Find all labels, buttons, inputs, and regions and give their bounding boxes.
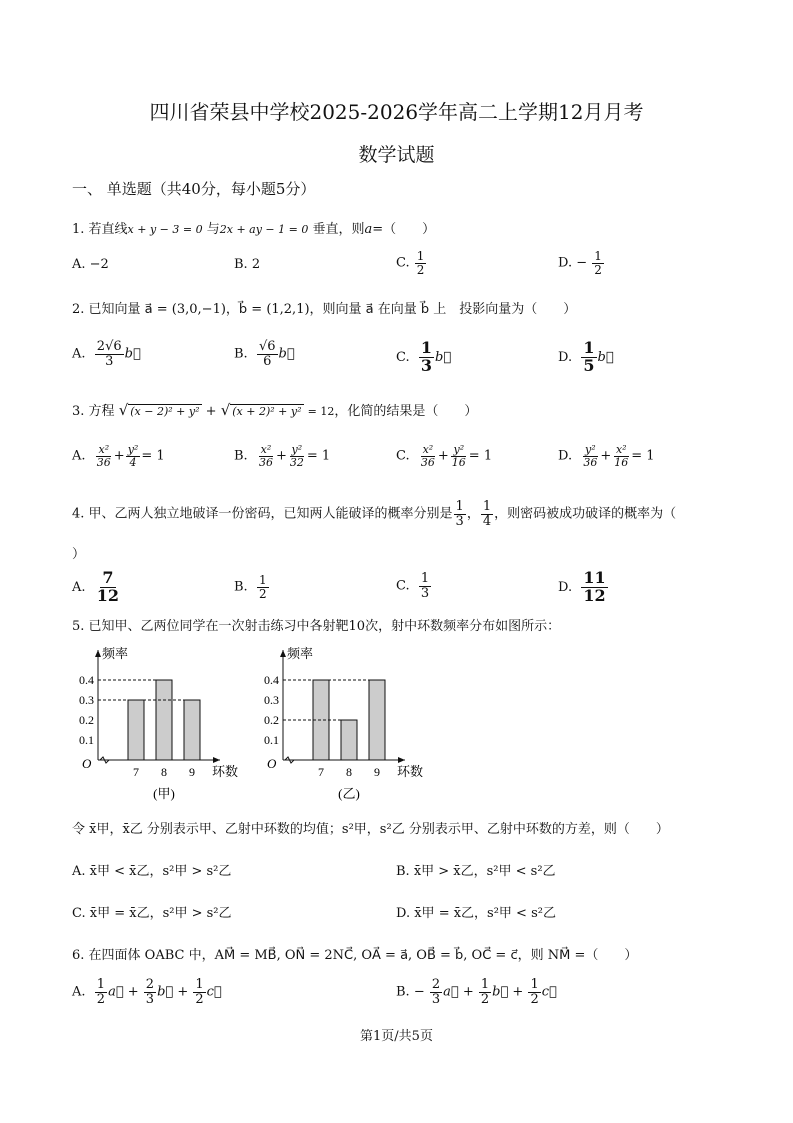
y-tick-label: 0.2 [79, 713, 94, 727]
q3-a-frac2 [126, 444, 141, 468]
q1-option-c [396, 250, 427, 276]
q2-a-label: A. [72, 346, 86, 362]
bar [341, 720, 357, 760]
q3-c-op: + [437, 448, 449, 464]
q1-line1: x + y − 3 = 0 [127, 223, 203, 236]
x-tick-label: 8 [346, 765, 352, 779]
q4-stem-close: ） [72, 547, 86, 562]
q2-b-den: 6 [263, 353, 272, 369]
q6-b-c1d: 3 [431, 991, 441, 1007]
radical-sign-icon: √ [118, 401, 129, 419]
q1-option-d [558, 250, 605, 276]
q6-b-v1: a⃗ + [443, 984, 474, 1000]
q5-option-a: A. x̄甲 < x̄乙，s²甲 > s²乙 [72, 864, 232, 879]
q2-a-fraction [95, 340, 124, 368]
q6-b-sign: − [413, 984, 425, 1000]
q4-p2-den: 4 [482, 513, 492, 529]
x-axis-arrow-icon [213, 757, 220, 763]
origin-label: O [267, 756, 277, 771]
q3-a-label: A. [72, 448, 86, 464]
q4-option-b [234, 574, 270, 600]
q3-d-n1: y² [585, 443, 596, 456]
x-tick-label: 9 [374, 765, 380, 779]
q3-c-label: C. [396, 448, 410, 464]
q4-p2-num: 1 [482, 499, 492, 514]
bar [184, 700, 200, 760]
q6-a-c1d: 2 [96, 991, 106, 1007]
q4-a-label: A. [72, 579, 86, 595]
q6-a-c2d: 3 [145, 991, 155, 1007]
x-tick-label: 9 [189, 765, 195, 779]
q3-c-frac1 [419, 444, 437, 468]
q6-b-v2: b⃗ + [492, 984, 524, 1000]
q1-stem-b: 与 [206, 222, 220, 237]
q4-d-den: 12 [583, 585, 606, 605]
q2-b-fraction [257, 340, 278, 368]
y-tick-label: 0.2 [264, 713, 279, 727]
q2-option-d [558, 340, 614, 375]
q6-a-v2: b⃗ + [157, 984, 189, 1000]
exam-title: 四川省荣县中学校2025-2026学年高二上学期12月月考 [149, 100, 644, 124]
q3-c-rhs: = 1 [468, 448, 493, 464]
q4-b-den: 2 [258, 586, 267, 601]
q3-d-rhs: = 1 [631, 448, 655, 464]
q6-a-c1n: 1 [96, 977, 106, 992]
q4-p1 [454, 500, 466, 528]
q3-a-n2: y² [127, 443, 139, 456]
q6-b-c1n: 2 [431, 977, 441, 992]
q3-a-d2: 4 [129, 455, 137, 469]
q3-b-frac2 [288, 444, 306, 468]
q2-c-den: 3 [420, 355, 433, 375]
x-tick-label: 8 [161, 765, 167, 779]
q1-stem-c: 垂直，则 [312, 222, 365, 237]
q3-b-label: B. [234, 448, 248, 464]
x-axis-arrow-icon [398, 757, 405, 763]
question-3-stem [72, 400, 477, 419]
exam-subtitle: 数学试题 [358, 144, 435, 166]
q4-comma: ， [466, 506, 480, 522]
q5-option-d: D. x̄甲 = x̄乙，s²甲 < s²乙 [396, 906, 556, 921]
q4-a-den: 12 [96, 585, 120, 605]
q6-b-c3d: 2 [530, 991, 539, 1007]
q6-b-c3n: 1 [530, 977, 539, 992]
bar [156, 680, 172, 760]
q4-stem-b: ，则密码被成功破译的概率为（ [494, 506, 677, 522]
frequency-chart-yi [255, 640, 435, 805]
q3-d-frac1 [581, 444, 599, 468]
chart-caption: (乙) [338, 786, 360, 801]
origin-label: O [82, 756, 92, 771]
y-axis-arrow-icon [280, 650, 286, 657]
q6-a-v1: a⃗ + [108, 984, 139, 1000]
q2-d-vec: b⃗ [597, 349, 614, 365]
q3-b-n2: y² [291, 443, 303, 456]
x-axis-label: 环数 [397, 764, 424, 779]
q4-d-num: 11 [583, 568, 606, 587]
q4-stem-a: 4. 甲、乙两人独立地破译一份密码，已知两人能破译的概率分别是 [72, 506, 453, 522]
q3-d-d1: 36 [583, 455, 598, 469]
q4-p1-den: 3 [455, 513, 464, 529]
x-axis-label: 环数 [212, 764, 239, 779]
q4-b-label: B. [234, 579, 248, 595]
q3-option-c [396, 444, 492, 468]
q6-a-c3d: 2 [195, 991, 204, 1007]
question-4-stem [72, 500, 676, 528]
q2-c-num: 1 [420, 338, 433, 357]
q2-b-vec: b⃗ [278, 346, 295, 362]
q1-option-a: A. −2 [72, 257, 109, 272]
q1-c-den: 2 [416, 262, 425, 277]
q3-plus: + [205, 404, 217, 419]
x-tick-label: 7 [318, 765, 324, 779]
q3-d-n2: x² [615, 443, 627, 456]
question-6-stem: 6. 在四面体 OABC 中，AM⃗ = MB⃗, ON⃗ = 2NC⃗, OA⃗ = a⃗, OB⃗ = b⃗, OC⃗ = c⃗，则 NM⃗ =（ ） [72, 948, 638, 963]
y-axis-label: 频率 [287, 646, 314, 661]
y-tick-label: 0.3 [264, 693, 279, 707]
y-tick-label: 0.4 [79, 673, 94, 687]
q1-c-fraction [415, 250, 427, 276]
q2-a-num: 2√6 [96, 339, 122, 354]
q4-p1-num: 1 [455, 499, 464, 514]
q3-option-a [72, 444, 165, 468]
q3-c-n1: x² [422, 443, 434, 456]
q6-b-coef1 [430, 978, 442, 1006]
q5-option-c: C. x̄甲 = x̄乙，s²甲 > s²乙 [72, 906, 232, 921]
q2-option-a [72, 340, 141, 368]
chart-caption: (甲) [153, 786, 175, 801]
question-2-stem: 2. 已知向量 a⃗ = (3,0,−1)，b⃗ = (1,2,1)，则向量 a⃗ 在向量 b⃗ 上 投影向量为（ ） [72, 302, 577, 317]
bar [128, 700, 144, 760]
q1-stem-a: 1. 若直线 [72, 222, 128, 237]
q3-b-n1: x² [260, 443, 272, 456]
y-tick-label: 0.3 [79, 693, 94, 707]
q2-a-vec: b⃗ [124, 346, 141, 362]
q4-d-label: D. [558, 579, 573, 595]
q2-d-label: D. [558, 349, 573, 365]
q6-a-coef2 [144, 978, 156, 1006]
q3-b-d2: 32 [289, 455, 304, 469]
q3-d-frac2 [612, 444, 630, 468]
q6-b-coef3 [528, 978, 540, 1006]
q1-c-num: 1 [416, 249, 425, 263]
q4-c-num: 1 [420, 571, 430, 586]
q4-b-num: 1 [258, 573, 267, 587]
q3-a-rhs: = 1 [141, 448, 165, 464]
q3-option-b [234, 444, 330, 468]
q3-stem-a: 3. 方程 [72, 404, 115, 419]
q4-b-fraction [257, 574, 269, 600]
x-tick-label: 7 [133, 765, 139, 779]
q6-b-v3: c⃗ [541, 984, 557, 1000]
q3-d-d2: 16 [614, 455, 629, 469]
q4-c-den: 3 [420, 585, 430, 601]
q6-a-v3: c⃗ [206, 984, 222, 1000]
q2-option-c [396, 340, 451, 375]
y-tick-label: 0.1 [79, 733, 94, 747]
q3-stem-b: ，化简的结果是（ ） [334, 404, 478, 419]
q3-root2: (x + 2)² + y² [232, 405, 302, 418]
question-5-stem: 5. 已知甲、乙两位同学在一次射击练习中各射靶10次，射中环数频率分布如图所示： [72, 619, 561, 634]
q2-option-b [234, 340, 295, 368]
q1-d-fraction [592, 250, 604, 276]
q4-a-num: 7 [102, 568, 114, 587]
q3-a-d1: 36 [96, 455, 111, 469]
q1-d-num: 1 [594, 249, 602, 263]
q2-d-num: 1 [583, 338, 595, 357]
q4-a-fraction [95, 570, 121, 605]
q1-line2: 2x + ay − 1 = 0 [219, 223, 309, 236]
q6-b-label: B. [396, 984, 410, 1000]
q6-b-c2n: 1 [480, 977, 490, 992]
q4-c-label: C. [396, 578, 410, 594]
q2-c-fraction [419, 340, 434, 375]
q4-p2 [481, 500, 493, 528]
q3-c-frac2 [450, 444, 468, 468]
radical-sign-icon: √ [220, 401, 231, 419]
y-axis-arrow-icon [95, 650, 101, 657]
q3-b-rhs: = 1 [306, 448, 331, 464]
question-1-stem [72, 218, 435, 237]
q1-var: a [364, 222, 373, 237]
q3-root1: (x − 2)² + y² [130, 405, 200, 418]
q5-option-b: B. x̄甲 > x̄乙，s²甲 < s²乙 [396, 864, 556, 879]
q3-a-n1: x² [98, 443, 110, 456]
q6-b-c2d: 2 [480, 991, 490, 1007]
q3-a-op: + [113, 448, 125, 464]
q2-d-den: 5 [583, 355, 595, 375]
q3-d-op: + [600, 448, 612, 464]
q1-d-label: D. − [558, 255, 588, 271]
q4-option-d [558, 570, 609, 605]
q6-a-c2n: 2 [145, 977, 155, 992]
q2-c-label: C. [396, 349, 410, 365]
q3-b-op: + [275, 448, 287, 464]
y-tick-label: 0.1 [264, 733, 279, 747]
q6-b-coef2 [479, 978, 491, 1006]
q3-c-d2: 16 [451, 455, 466, 469]
q3-eq: = 12 [307, 405, 335, 418]
q2-b-num: √6 [258, 339, 276, 354]
q3-b-d1: 36 [258, 455, 273, 469]
q3-d-label: D. [558, 448, 573, 464]
q1-d-den: 2 [594, 262, 602, 277]
bar [369, 680, 385, 760]
frequency-chart-jia [70, 640, 250, 805]
q2-c-vec: b⃗ [435, 349, 452, 365]
page-footer: 第1页/共5页 [360, 1029, 433, 1044]
q6-a-label: A. [72, 984, 86, 1000]
y-axis-label: 频率 [102, 646, 129, 661]
q3-a-frac1 [95, 444, 113, 468]
q6-a-c3n: 1 [195, 977, 204, 992]
q3-c-d1: 36 [420, 455, 435, 469]
q4-c-fraction [419, 572, 431, 600]
section-heading: 一、 单选题（共40分，每小题5分） [72, 180, 316, 198]
q6-a-coef3 [193, 978, 205, 1006]
q2-d-fraction [581, 340, 596, 375]
q3-b-frac1 [257, 444, 275, 468]
q2-b-label: B. [234, 346, 248, 362]
q4-d-fraction [581, 570, 607, 605]
q6-a-coef1 [95, 978, 107, 1006]
q3-c-n2: y² [453, 443, 465, 456]
q6-option-b [396, 978, 557, 1006]
q1-stem-d: =（ ） [372, 222, 436, 237]
q6-option-a [72, 978, 222, 1006]
q4-option-a [72, 570, 122, 605]
q2-a-den: 3 [105, 353, 114, 369]
q3-option-d [558, 444, 655, 468]
q1-option-b: B. 2 [234, 257, 261, 272]
q5-statement: 令 x̄甲，x̄乙 分别表示甲、乙射中环数的均值；s²甲，s²乙 分别表示甲、乙射中环数的方差，则（ ） [72, 822, 669, 837]
y-tick-label: 0.4 [264, 673, 279, 687]
q4-option-c [396, 572, 432, 600]
q1-c-label: C. [396, 255, 410, 271]
